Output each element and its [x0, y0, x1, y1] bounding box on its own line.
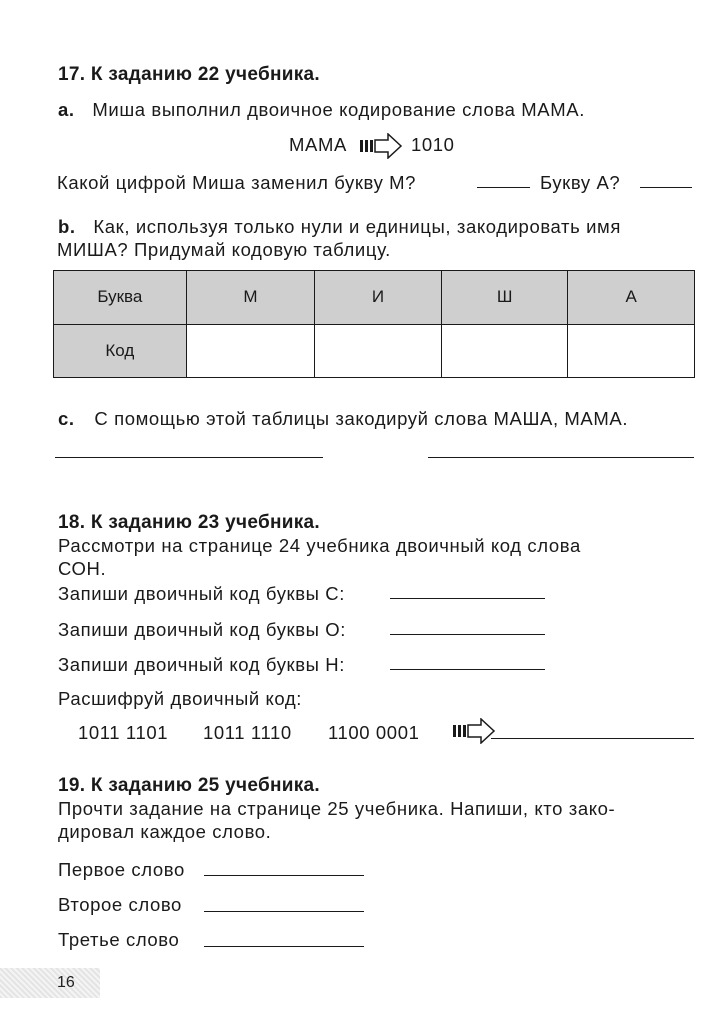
task17-code: 1010	[411, 134, 455, 155]
task19-third: Третье слово	[58, 929, 180, 950]
task19-heading: 19. К заданию 25 учебника.	[58, 775, 320, 796]
task17-a-label: a.	[58, 99, 75, 120]
binary-code: 1011 1101	[78, 722, 169, 743]
code-table-cell[interactable]	[441, 324, 568, 378]
answer-line-o[interactable]	[390, 634, 545, 635]
task18-heading: 18. К заданию 23 учебника.	[58, 512, 320, 533]
answer-line-a[interactable]	[640, 187, 692, 188]
code-table-letter: И	[315, 271, 442, 325]
task19-line1: Прочти задание на странице 25 учебника. Напиши, кто зако-	[58, 798, 616, 819]
answer-line-third[interactable]	[204, 946, 364, 947]
task18-write-o: Запиши двоичный код буквы О:	[58, 619, 347, 640]
task19-second: Второе слово	[58, 894, 182, 915]
task17-question-a: Букву А?	[540, 172, 621, 193]
right-arrow-icon	[452, 718, 496, 744]
code-table-header-row	[54, 271, 695, 325]
task17-b	[58, 216, 621, 238]
task17-word: МАМА	[289, 134, 347, 155]
task17-b-label: b.	[58, 216, 76, 237]
task18-write-c: Запиши двоичный код буквы С:	[58, 583, 346, 604]
code-table-cell[interactable]	[186, 324, 315, 378]
answer-line-masha[interactable]	[55, 457, 323, 458]
task17-question-m: Какой цифрой Миша заменил букву М?	[57, 172, 417, 193]
task17-b-line1: Как, используя только нули и единицы, закодировать имя	[93, 216, 621, 237]
task18-write-n: Запиши двоичный код буквы Н:	[58, 654, 346, 675]
code-table-row-label: Код	[54, 324, 187, 378]
task19-line2: дировал каждое слово.	[58, 821, 272, 842]
binary-code: 1011 1110	[203, 722, 292, 743]
answer-line-second[interactable]	[204, 911, 364, 912]
page-number-box	[0, 968, 100, 998]
code-table	[53, 270, 695, 378]
code-table-code-row	[54, 324, 695, 378]
right-arrow-icon	[359, 133, 403, 159]
page-number: 16	[57, 974, 75, 991]
binary-code: 1100 0001	[328, 722, 420, 743]
code-table-cell[interactable]	[568, 324, 695, 378]
task17-c	[58, 408, 628, 430]
task17-heading: 17. К заданию 22 учебника.	[58, 64, 320, 85]
answer-line-mama[interactable]	[428, 457, 694, 458]
task18-line2: СОН.	[58, 558, 107, 579]
answer-line-m[interactable]	[477, 187, 530, 188]
code-table-letter: Ш	[441, 271, 568, 325]
answer-line-decode[interactable]	[491, 738, 694, 739]
task18-line1: Рассмотри на странице 24 учебника двоичный код слова	[58, 535, 581, 556]
task19-first: Первое слово	[58, 859, 185, 880]
task17-c-text: С помощью этой таблицы закодируй слова МАША, МАМА.	[94, 408, 629, 429]
code-table-letter: А	[568, 271, 695, 325]
answer-line-c[interactable]	[390, 598, 545, 599]
code-table-header-label: Буква	[54, 271, 187, 325]
code-table-cell[interactable]	[315, 324, 442, 378]
answer-line-first[interactable]	[204, 875, 364, 876]
task18-decode: Расшифруй двоичный код:	[58, 688, 303, 709]
answer-line-n[interactable]	[390, 669, 545, 670]
task17-c-label: c.	[58, 408, 75, 429]
task17-a	[58, 99, 585, 121]
task17-b-line2: МИША? Придумай кодовую таблицу.	[57, 239, 391, 260]
task17-a-text: Миша выполнил двоичное кодирование слова МАМА.	[92, 99, 585, 120]
code-table-letter: М	[186, 271, 315, 325]
